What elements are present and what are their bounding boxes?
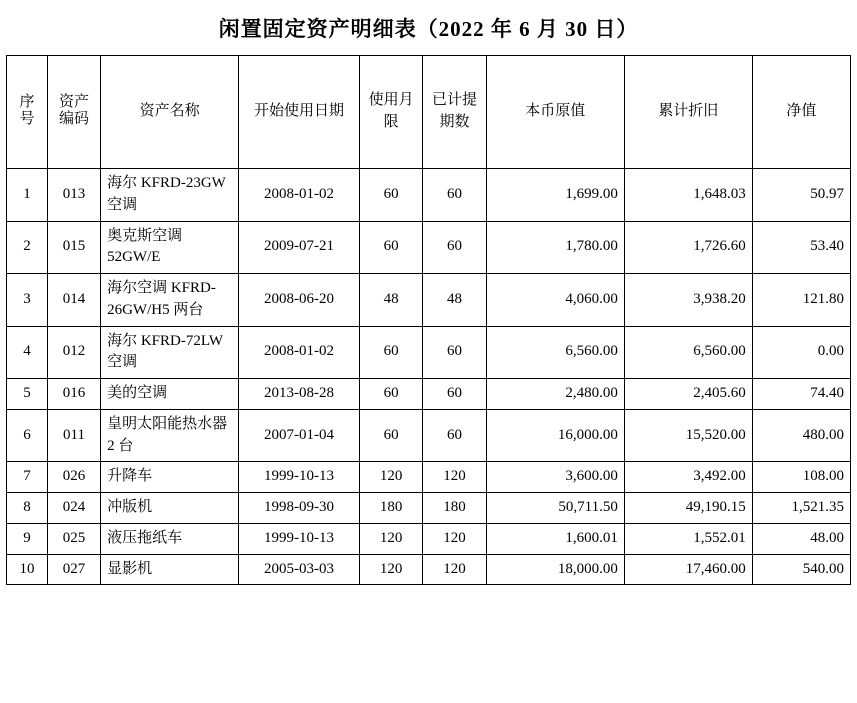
cell-code: 014: [47, 274, 100, 327]
cell-start-date: 2007-01-04: [239, 409, 360, 462]
column-header-accrued: [423, 56, 486, 169]
column-header-original-value-label: 本币原值: [525, 103, 586, 120]
column-header-start-date-label: 开始使用日期: [254, 103, 345, 120]
cell-accum-depreciation: 3,938.20: [624, 274, 752, 327]
cell-months: 60: [359, 409, 422, 462]
cell-original-value: 2,480.00: [486, 379, 624, 410]
cell-accrued: 120: [423, 523, 486, 554]
cell-months: 120: [359, 554, 422, 585]
cell-start-date: 1998-09-30: [239, 493, 360, 524]
cell-code: 011: [47, 409, 100, 462]
table-row: [7, 379, 851, 410]
cell-months: 60: [359, 379, 422, 410]
column-header-accum-depreciation-label: 累计折旧: [658, 103, 719, 120]
header-row: [7, 56, 851, 169]
cell-original-value: 50,711.50: [486, 493, 624, 524]
column-header-start-date: [239, 56, 360, 169]
column-header-accum-depreciation: [624, 56, 752, 169]
cell-code: 024: [47, 493, 100, 524]
column-header-net-value-label: 净值: [786, 103, 817, 120]
cell-code: 015: [47, 221, 100, 274]
table-body: [7, 169, 851, 585]
cell-accrued: 48: [423, 274, 486, 327]
cell-start-date: 2009-07-21: [239, 221, 360, 274]
cell-months: 120: [359, 462, 422, 493]
cell-accum-depreciation: 17,460.00: [624, 554, 752, 585]
cell-seq: 1: [7, 169, 48, 222]
cell-name: 冲版机: [101, 493, 239, 524]
cell-name: 液压拖纸车: [101, 523, 239, 554]
cell-start-date: 2005-03-03: [239, 554, 360, 585]
cell-accrued: 60: [423, 409, 486, 462]
cell-original-value: 3,600.00: [486, 462, 624, 493]
column-header-accrued-label: 已计提期数: [432, 92, 478, 130]
cell-name: 显影机: [101, 554, 239, 585]
column-header-code: [47, 56, 100, 169]
cell-net-value: 53.40: [752, 221, 850, 274]
cell-net-value: 540.00: [752, 554, 850, 585]
column-header-months: [359, 56, 422, 169]
cell-accrued: 180: [423, 493, 486, 524]
cell-net-value: 74.40: [752, 379, 850, 410]
table-row: [7, 462, 851, 493]
table-row: [7, 554, 851, 585]
idle-fixed-assets-table: [6, 55, 851, 585]
cell-start-date: 2013-08-28: [239, 379, 360, 410]
cell-code: 025: [47, 523, 100, 554]
cell-net-value: 48.00: [752, 523, 850, 554]
cell-accum-depreciation: 1,726.60: [624, 221, 752, 274]
cell-start-date: 1999-10-13: [239, 462, 360, 493]
column-header-name: [101, 56, 239, 169]
cell-name: 海尔空调 KFRD-26GW/H5 两台: [101, 274, 239, 327]
column-header-code-label: 资产编码: [58, 93, 89, 127]
cell-original-value: 18,000.00: [486, 554, 624, 585]
cell-name: 美的空调: [101, 379, 239, 410]
cell-accum-depreciation: 6,560.00: [624, 326, 752, 379]
cell-seq: 2: [7, 221, 48, 274]
cell-net-value: 108.00: [752, 462, 850, 493]
cell-name: 皇明太阳能热水器 2 台: [101, 409, 239, 462]
column-header-name-label: 资产名称: [139, 103, 200, 120]
cell-code: 012: [47, 326, 100, 379]
column-header-seq: [7, 56, 48, 169]
column-header-original-value: [486, 56, 624, 169]
cell-months: 120: [359, 523, 422, 554]
cell-accum-depreciation: 1,552.01: [624, 523, 752, 554]
cell-seq: 7: [7, 462, 48, 493]
table-row: [7, 169, 851, 222]
page-title: 闲置固定资产明细表（2022 年 6 月 30 日）: [218, 17, 639, 41]
cell-accrued: 120: [423, 462, 486, 493]
cell-accum-depreciation: 49,190.15: [624, 493, 752, 524]
cell-original-value: 1,699.00: [486, 169, 624, 222]
cell-accum-depreciation: 15,520.00: [624, 409, 752, 462]
cell-net-value: 121.80: [752, 274, 850, 327]
column-header-seq-label: 序号: [19, 93, 35, 127]
table-row: [7, 221, 851, 274]
cell-code: 013: [47, 169, 100, 222]
cell-seq: 5: [7, 379, 48, 410]
cell-seq: 8: [7, 493, 48, 524]
cell-accrued: 60: [423, 221, 486, 274]
cell-seq: 10: [7, 554, 48, 585]
cell-original-value: 1,780.00: [486, 221, 624, 274]
cell-seq: 3: [7, 274, 48, 327]
table-row: [7, 326, 851, 379]
table-row: [7, 493, 851, 524]
cell-name: 奥克斯空调 52GW/E: [101, 221, 239, 274]
table-header: [7, 56, 851, 169]
cell-seq: 6: [7, 409, 48, 462]
cell-net-value: 50.97: [752, 169, 850, 222]
cell-start-date: 2008-01-02: [239, 326, 360, 379]
table-row: [7, 523, 851, 554]
cell-name: 升降车: [101, 462, 239, 493]
cell-start-date: 2008-01-02: [239, 169, 360, 222]
cell-code: 026: [47, 462, 100, 493]
cell-accrued: 60: [423, 379, 486, 410]
cell-name: 海尔 KFRD-72LW 空调: [101, 326, 239, 379]
cell-original-value: 1,600.01: [486, 523, 624, 554]
cell-accum-depreciation: 1,648.03: [624, 169, 752, 222]
cell-start-date: 2008-06-20: [239, 274, 360, 327]
cell-months: 60: [359, 221, 422, 274]
cell-accum-depreciation: 2,405.60: [624, 379, 752, 410]
table-row: [7, 409, 851, 462]
cell-original-value: 4,060.00: [486, 274, 624, 327]
cell-months: 48: [359, 274, 422, 327]
cell-accrued: 60: [423, 169, 486, 222]
cell-accrued: 60: [423, 326, 486, 379]
column-header-months-label: 使用月限: [368, 92, 414, 130]
cell-seq: 4: [7, 326, 48, 379]
cell-code: 016: [47, 379, 100, 410]
cell-original-value: 16,000.00: [486, 409, 624, 462]
cell-months: 180: [359, 493, 422, 524]
cell-start-date: 1999-10-13: [239, 523, 360, 554]
cell-net-value: 0.00: [752, 326, 850, 379]
cell-months: 60: [359, 169, 422, 222]
table-row: [7, 274, 851, 327]
cell-accum-depreciation: 3,492.00: [624, 462, 752, 493]
column-header-net-value: [752, 56, 850, 169]
cell-code: 027: [47, 554, 100, 585]
cell-net-value: 480.00: [752, 409, 850, 462]
cell-name: 海尔 KFRD-23GW 空调: [101, 169, 239, 222]
cell-seq: 9: [7, 523, 48, 554]
cell-months: 60: [359, 326, 422, 379]
cell-original-value: 6,560.00: [486, 326, 624, 379]
cell-net-value: 1,521.35: [752, 493, 850, 524]
cell-accrued: 120: [423, 554, 486, 585]
